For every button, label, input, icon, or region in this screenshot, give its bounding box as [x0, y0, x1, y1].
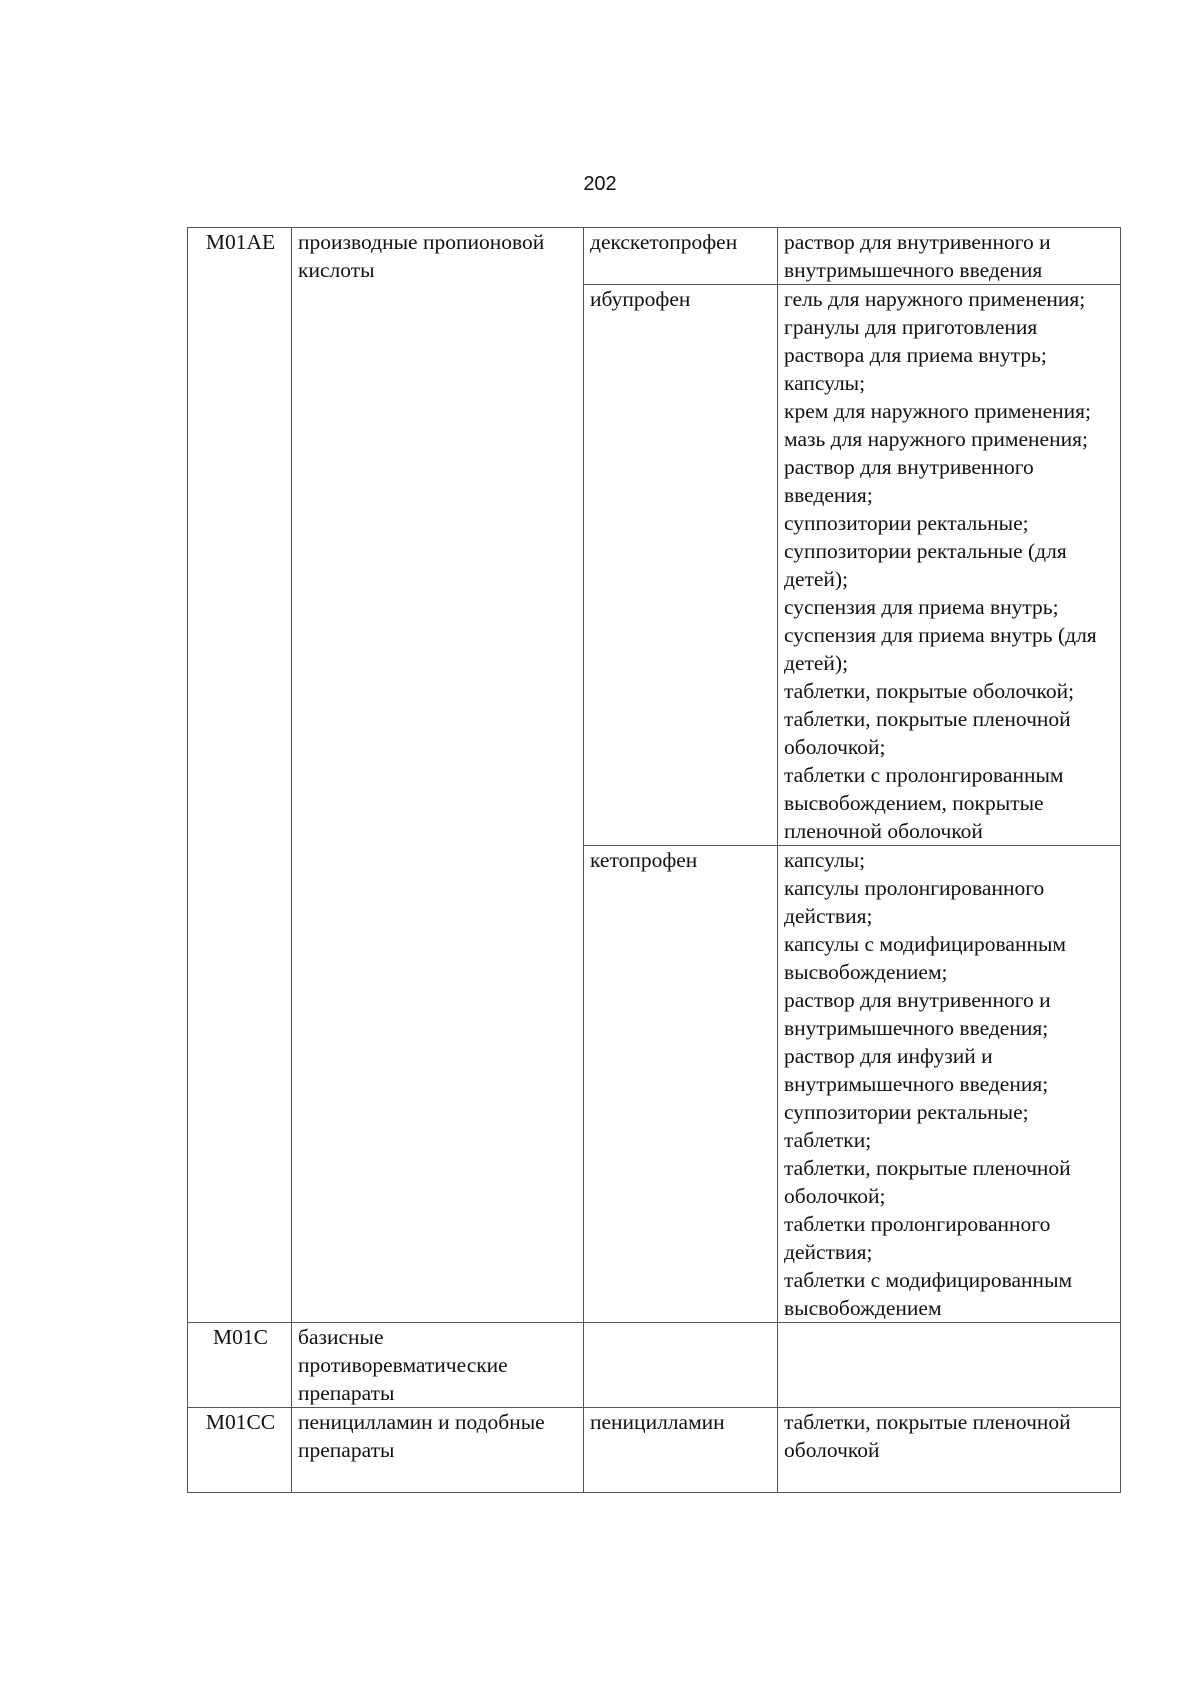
dosage-form-item: раствор для внутривенного введения; — [784, 455, 1034, 507]
dosage-form-item: таблетки с модифицированным высвобождением — [784, 1268, 1073, 1320]
drug-name-cell: декскетопрофен — [584, 228, 778, 285]
dosage-form-item: раствор для инфузий и внутримышечного введения; — [784, 1044, 1049, 1096]
dosage-form-item: суспензия для приема внутрь; — [784, 595, 1059, 619]
dosage-form-item: суппозитории ректальные; — [784, 1100, 1029, 1124]
dosage-forms-cell — [778, 1323, 1121, 1408]
atc-code-cell: M01CC — [188, 1408, 292, 1493]
dosage-form-item: гранулы для приготовления раствора для приема внутрь; — [784, 315, 1047, 367]
dosage-forms-cell — [778, 1408, 1121, 1493]
dosage-form-item: таблетки, покрытые пленочной оболочкой; — [784, 1156, 1071, 1208]
dosage-form-item: таблетки пролонгированного действия; — [784, 1212, 1051, 1264]
dosage-form-item: мазь для наружного применения; — [784, 427, 1088, 451]
dosage-form-item: суспензия для приема внутрь (для детей); — [784, 623, 1097, 675]
drug-name-cell: кетопрофен — [584, 846, 778, 1323]
dosage-form-item: гель для наружного применения; — [784, 287, 1086, 311]
dosage-form-item: суппозитории ректальные; — [784, 511, 1029, 535]
dosage-form-item: капсулы; — [784, 371, 866, 395]
table-row — [188, 1323, 1121, 1408]
atc-code-cell: M01C — [188, 1323, 292, 1408]
drug-name-cell: пеницилламин — [584, 1408, 778, 1493]
table-row — [188, 228, 1121, 285]
group-name-cell: пеницилламин и подобные препараты — [292, 1408, 584, 1493]
dosage-form-item: раствор для внутривенного и внутримышечного введения; — [784, 988, 1051, 1040]
dosage-forms-cell — [778, 846, 1121, 1323]
dosage-form-item: капсулы; — [784, 848, 866, 872]
page-number: 202 — [583, 173, 617, 195]
dosage-form-item: таблетки, покрытые пленочной оболочкой — [784, 1410, 1071, 1462]
dosage-form-item: таблетки с пролонгированным высвобождением, покрытые пленочной оболочкой — [784, 763, 1064, 843]
atc-code-cell: M01AE — [188, 228, 292, 1323]
drug-name-cell: ибупрофен — [584, 285, 778, 846]
dosage-form-item: таблетки; — [784, 1128, 872, 1152]
group-name-cell: производные пропионовой кислоты — [292, 228, 584, 1323]
dosage-form-item: крем для наружного применения; — [784, 399, 1091, 423]
group-name-cell: базисные противоревматические препараты — [292, 1323, 584, 1408]
drug-table — [187, 227, 1121, 1493]
drug-name-cell — [584, 1323, 778, 1408]
dosage-forms-cell — [778, 228, 1121, 285]
dosage-form-item: раствор для внутривенного и внутримышечного введения — [784, 230, 1051, 282]
dosage-form-item: суппозитории ректальные (для детей); — [784, 539, 1067, 591]
dosage-forms-cell — [778, 285, 1121, 846]
dosage-form-item: капсулы пролонгированного действия; — [784, 876, 1045, 928]
table-row — [188, 1408, 1121, 1493]
dosage-form-item: капсулы с модифицированным высвобождением; — [784, 932, 1067, 984]
dosage-form-item: таблетки, покрытые пленочной оболочкой; — [784, 707, 1071, 759]
dosage-form-item: таблетки, покрытые оболочкой; — [784, 679, 1075, 703]
